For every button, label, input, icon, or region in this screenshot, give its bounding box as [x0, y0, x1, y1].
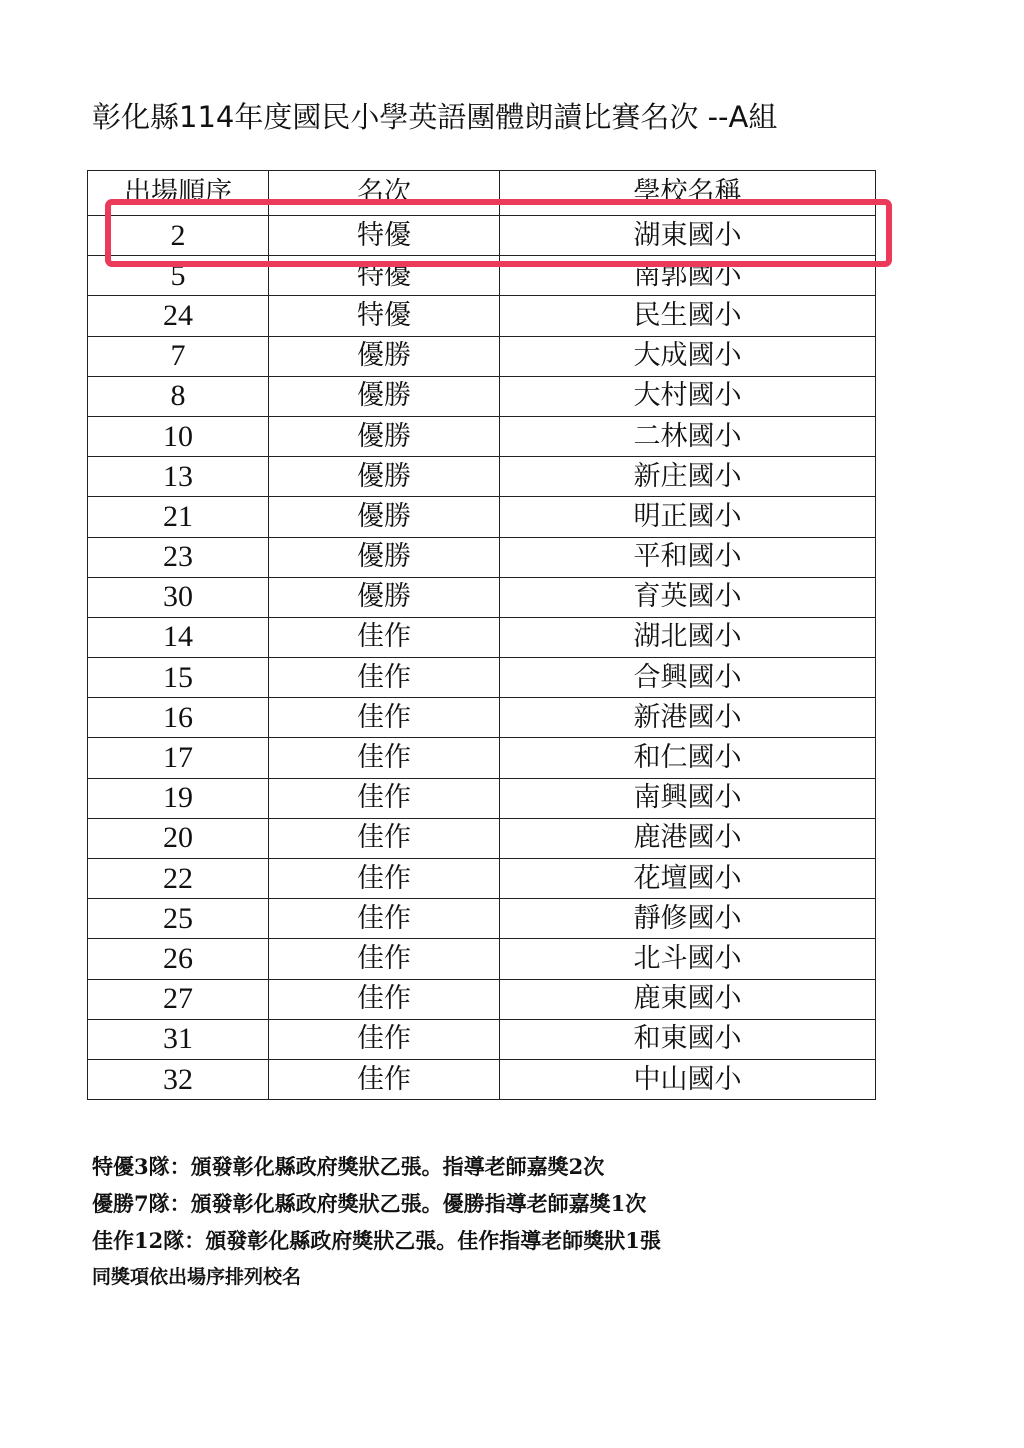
cell-school: 北斗國小	[500, 939, 876, 979]
cell-rank: 特優	[269, 296, 500, 336]
cell-rank: 佳作	[269, 778, 500, 818]
cell-order: 10	[88, 416, 269, 456]
cell-order: 16	[88, 698, 269, 738]
cell-order: 8	[88, 376, 269, 416]
cell-rank: 優勝	[269, 416, 500, 456]
table-row	[88, 497, 876, 537]
results-body	[88, 216, 876, 1100]
table-row	[88, 939, 876, 979]
cell-rank: 佳作	[269, 1019, 500, 1059]
note-line: 佳作12隊：頒發彰化縣政府獎狀乙張。佳作指導老師獎狀1張	[92, 1228, 661, 1253]
cell-school: 鹿港國小	[500, 818, 876, 858]
notes-section	[92, 1148, 661, 1296]
cell-order: 2	[88, 216, 269, 256]
cell-rank: 佳作	[269, 617, 500, 657]
table-row	[88, 658, 876, 698]
cell-school: 新港國小	[500, 698, 876, 738]
cell-rank: 佳作	[269, 738, 500, 778]
cell-order: 25	[88, 899, 269, 939]
cell-rank: 佳作	[269, 859, 500, 899]
table-row	[88, 617, 876, 657]
cell-rank: 優勝	[269, 537, 500, 577]
table-row	[88, 256, 876, 296]
table-row	[88, 1019, 876, 1059]
cell-school: 合興國小	[500, 658, 876, 698]
cell-school: 南興國小	[500, 778, 876, 818]
table-row	[88, 336, 876, 376]
cell-school: 平和國小	[500, 537, 876, 577]
header-school: 學校名稱	[500, 171, 876, 216]
cell-order: 14	[88, 617, 269, 657]
cell-school: 湖北國小	[500, 617, 876, 657]
cell-school: 花壇國小	[500, 859, 876, 899]
cell-rank: 優勝	[269, 497, 500, 537]
note-line: 同獎項依出場序排列校名	[92, 1266, 302, 1288]
cell-school: 鹿東國小	[500, 979, 876, 1019]
cell-school: 二林國小	[500, 416, 876, 456]
table-row	[88, 778, 876, 818]
cell-order: 20	[88, 818, 269, 858]
cell-order: 30	[88, 577, 269, 617]
results-table	[87, 170, 876, 1100]
cell-rank: 佳作	[269, 1059, 500, 1099]
cell-school: 育英國小	[500, 577, 876, 617]
cell-rank: 佳作	[269, 658, 500, 698]
table-row	[88, 457, 876, 497]
cell-rank: 佳作	[269, 818, 500, 858]
cell-rank: 優勝	[269, 457, 500, 497]
cell-school: 中山國小	[500, 1059, 876, 1099]
cell-order: 22	[88, 859, 269, 899]
cell-school: 大成國小	[500, 336, 876, 376]
cell-order: 7	[88, 336, 269, 376]
cell-rank: 佳作	[269, 979, 500, 1019]
cell-order: 23	[88, 537, 269, 577]
table-row	[88, 296, 876, 336]
table-row	[88, 216, 876, 256]
table-row	[88, 698, 876, 738]
cell-school: 南郭國小	[500, 256, 876, 296]
table-row	[88, 899, 876, 939]
cell-rank: 優勝	[269, 577, 500, 617]
table-row	[88, 818, 876, 858]
cell-order: 15	[88, 658, 269, 698]
cell-school: 和仁國小	[500, 738, 876, 778]
cell-school: 靜修國小	[500, 899, 876, 939]
cell-order: 13	[88, 457, 269, 497]
cell-order: 26	[88, 939, 269, 979]
cell-rank: 特優	[269, 256, 500, 296]
cell-school: 新庄國小	[500, 457, 876, 497]
note-line: 特優3隊：頒發彰化縣政府獎狀乙張。指導老師嘉獎2次	[92, 1154, 605, 1179]
cell-order: 32	[88, 1059, 269, 1099]
cell-order: 21	[88, 497, 269, 537]
table-row	[88, 537, 876, 577]
table-row	[88, 1059, 876, 1099]
table-row	[88, 979, 876, 1019]
cell-rank: 佳作	[269, 899, 500, 939]
cell-order: 31	[88, 1019, 269, 1059]
cell-rank: 佳作	[269, 698, 500, 738]
cell-rank: 優勝	[269, 336, 500, 376]
cell-school: 民生國小	[500, 296, 876, 336]
cell-rank: 佳作	[269, 939, 500, 979]
note-line: 優勝7隊：頒發彰化縣政府獎狀乙張。優勝指導老師嘉獎1次	[92, 1191, 647, 1216]
page-title: 彰化縣114年度國民小學英語團體朗讀比賽名次 --A組	[92, 100, 778, 134]
cell-school: 大村國小	[500, 376, 876, 416]
cell-school: 湖東國小	[500, 216, 876, 256]
table-row	[88, 738, 876, 778]
cell-rank: 優勝	[269, 376, 500, 416]
table-header-row	[88, 171, 876, 216]
table-row	[88, 859, 876, 899]
cell-school: 和東國小	[500, 1019, 876, 1059]
cell-rank: 特優	[269, 216, 500, 256]
table-row	[88, 416, 876, 456]
table-row	[88, 376, 876, 416]
cell-school: 明正國小	[500, 497, 876, 537]
cell-order: 17	[88, 738, 269, 778]
cell-order: 24	[88, 296, 269, 336]
header-rank: 名次	[269, 171, 500, 216]
cell-order: 5	[88, 256, 269, 296]
table-row	[88, 577, 876, 617]
cell-order: 27	[88, 979, 269, 1019]
header-order: 出場順序	[88, 171, 269, 216]
cell-order: 19	[88, 778, 269, 818]
